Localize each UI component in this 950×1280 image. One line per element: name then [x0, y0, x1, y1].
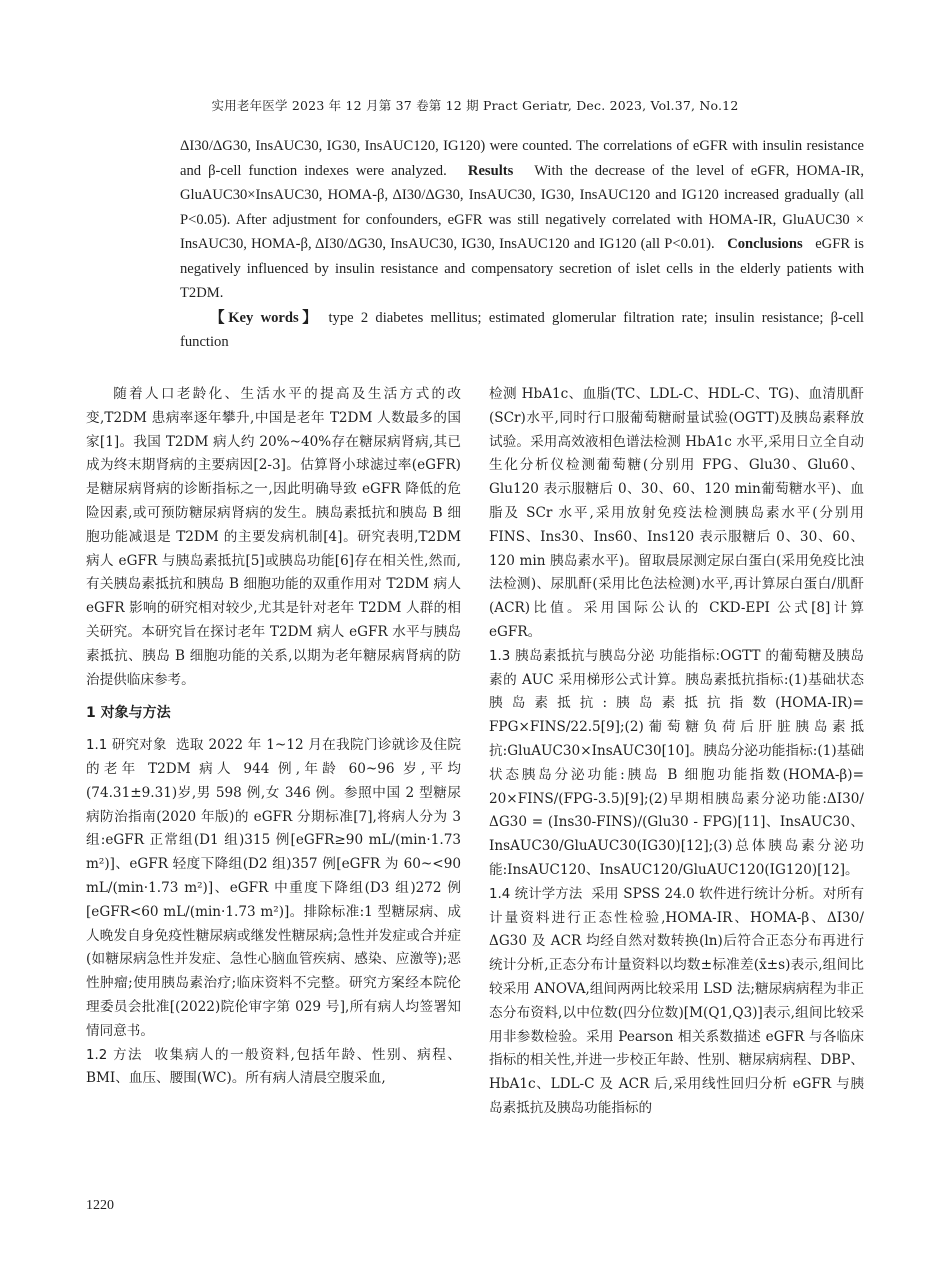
- section-1-2-continued: 检测 HbA1c、血脂(TC、LDL-C、HDL-C、TG)、血清肌酐(SCr)水平,同时行口服葡萄糖耐量试验(OGTT)及胰岛素释放试验。采用高效液相色谱法检测 HbA1c 水平,采用日立全自动生化分析仪检测葡萄糖(分别用 FPG、Glu30、Glu60、Glu120 表示服糖后 0、30、60、120 min葡萄糖水平)、血脂及 SCr 水平,采用放射免疫法检测胰岛素水平(分别用 FINS、Ins30、Ins60、Ins120 表示服糖后 0、30、60、120 min 胰岛素水平)。留取晨尿测定尿白蛋白(采用免疫比浊法检测)、尿肌酐(采用比色法检测)水平,再计算尿白蛋白/肌酐(ACR)比值。采用国际公认的 CKD-EPI 公式[8]计算 eGFR。: [489, 386, 864, 640]
- abstract-methods-tail: ΔI30/ΔG30, InsAUC30, IG30, InsAUC120, IG120) were counted. The correlations of eGFR with insulin resistance and β-cell function indexes were analyzed.: [180, 138, 864, 179]
- section-1-1: [86, 734, 461, 1043]
- subsection-heading: 1.4 统计学方法: [489, 886, 583, 902]
- results-text: With the decrease of the level of eGFR, HOMA-IR, GluAUC30×InsAUC30, HOMA-β, ΔI30/ΔG30, InsAUC30, IG30, InsAUC120 and IG120 increased gradually (all P<0.05). After adjustment for confounders, eGFR was still negatively correlated with HOMA-IR, GluAUC30 × InsAUC30, HOMA-β, ΔI30/ΔG30, InsAUC30, IG30, InsAUC120 and IG120 (all P<0.01).: [180, 162, 864, 252]
- results-label: Results: [467, 162, 514, 179]
- right-column: [489, 383, 864, 1121]
- left-column: [86, 383, 461, 1091]
- subsection-text: 收集病人的一般资料,包括年龄、性别、病程、BMI、血压、腰围(WC)。所有病人清晨空腹采血,: [86, 1046, 461, 1087]
- running-head: 实用老年医学 2023 年 12 月第 37 卷第 12 期 Pract Geriatr, Dec. 2023, Vol.37, No.12: [211, 98, 739, 113]
- subsection-text: 采用 SPSS 24.0 软件进行统计分析。对所有计量资料进行正态性检验,HOMA-IR、HOMA-β、ΔI30/ΔG30 及 ACR 均经自然对数转换(ln)后符合正态分布再进行统计分析,正态分布计量资料以均数±标准差(x̄±s)表示,组间比较采用 ANOVA,组间两两比较采用 LSD 法;糖尿病病程为非正态分布资料,以中位数(四分位数)[M(Q1,Q3)]表示,组间比较采用非参数检验。采用 Pearson 相关系数描述 eGFR 与各临床指标的相关性,并进一步校正年龄、性别、糖尿病病程、DBP、HbA1c、LDL-C 及 ACR 后,采用线性回归分析 eGFR 与胰岛素抵抗及胰岛功能指标的: [489, 885, 864, 1116]
- keywords-text: type 2 diabetes mellitus; estimated glomerular filtration rate; insulin resistance; β-cell function: [180, 309, 864, 350]
- subsection-heading: 1.3 胰岛素抵抗与胰岛分泌 功能指标:: [489, 648, 721, 664]
- abstract-text: [180, 134, 864, 306]
- abstract: [180, 134, 864, 355]
- subsection-heading: 1.2 方法: [86, 1047, 143, 1063]
- section-1-3: [489, 645, 864, 883]
- keywords-label: 【Key words】: [210, 309, 321, 326]
- section-1-4: [489, 883, 864, 1121]
- section-heading: 1 对象与方法: [86, 705, 171, 722]
- subsection-text: 选取 2022 年 1~12 月在我院门诊就诊及住院的老年 T2DM 病人 944 例,年龄 60~96 岁,平均(74.31±9.31)岁,男 598 例,女 346 例。参照中国 2 型糖尿病防治指南(2020 年版)的 eGFR 分期标准[7],将病人分为 3 组:eGFR 正常组(D1 组)315 例[eGFR≥90 mL/(min·1.73 m²)]、eGFR 轻度下降组(D2 组)357 例[eGFR 为 60~<90 mL/(min·1.73 m²)]、eGFR 中重度下降组(D3 组)272 例[eGFR<60 mL/(min·1.73 m²)]。排除标准:1 型糖尿病、成人晚发自身免疫性糖尿病或继发性糖尿病;急性并发症或合并症(如糖尿病急性并发症、急性心脑血管疾病、感染、应激等);恶性肿瘤;使用胰岛素治疗;临床资料不完整。研究方案经本院伦理委员会批准[(2022)院伦审字第 029 号],所有病人均签署知情同意书。: [86, 737, 461, 1039]
- page-number: 1220: [86, 1198, 114, 1213]
- subsection-text: OGTT 的葡萄糖及胰岛素的 AUC 采用梯形公式计算。胰岛素抵抗指标:(1)基础状态胰岛素抵抗:胰岛素抵抗指数(HOMA-IR)= FPG×FINS/22.5[9];(2)葡萄糖负荷后肝脏胰岛素抵抗:GluAUC30×InsAUC30[10]。胰岛分泌功能指标:(1)基础状态胰岛分泌功能:胰岛 B 细胞功能指数(HOMA-β)= 20×FINS/(FPG-3.5)[9];(2)早期相胰岛素分泌功能:ΔI30/ΔG30 = (Ins30-FINS)/(Glu30 - FPG)[11]、InsAUC30、InsAUC30/GluAUC30(IG30)[12];(3)总体胰岛素分泌功能:InsAUC120、InsAUC120/GluAUC120(IG120)[12]。: [489, 647, 864, 878]
- subsection-heading: 1.1 研究对象: [86, 738, 167, 754]
- section-1-2: [86, 1044, 461, 1092]
- keywords: [180, 306, 864, 355]
- conclusions-text: eGFR is negatively influenced by insulin resistance and compensatory secretion of islet cells in the elderly patients with T2DM.: [180, 236, 864, 301]
- introduction-paragraph: 随着人口老龄化、生活水平的提高及生活方式的改变,T2DM 患病率逐年攀升,中国是老年 T2DM 人数最多的国家[1]。我国 T2DM 病人约 20%~40%存在糖尿病肾病,其已成为终末期肾病的主要病因[2-3]。估算肾小球滤过率(eGFR)是糖尿病肾病的诊断指标之一,因此明确导致 eGFR 降低的危险因素,或可预防糖尿病肾病的发生。胰岛素抵抗和胰岛 B 细胞功能减退是 T2DM 的主要发病机制[4]。研究表明,T2DM 病人 eGFR 与胰岛素抵抗[5]或胰岛功能[6]存在相关性,然而,有关胰岛素抵抗和胰岛 B 细胞功能的双重作用对 T2DM 病人 eGFR 影响的研究相对较少,尤其是针对老年 T2DM 人群的相关研究。本研究旨在探讨老年 T2DM 病人 eGFR 水平与胰岛素抵抗、胰岛 B 细胞功能的关系,以期为老年糖尿病肾病的防治提供临床参考。: [86, 386, 461, 688]
- conclusions-label: Conclusions: [727, 236, 803, 252]
